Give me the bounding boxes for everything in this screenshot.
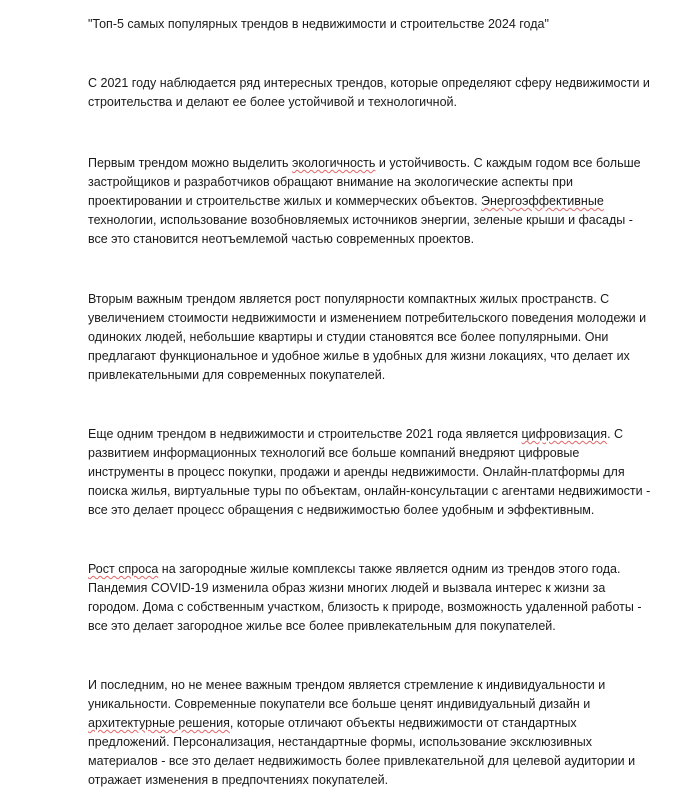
spellcheck-word: Энергоэффективные (481, 194, 604, 208)
paragraph-text: технологии, использование возобновляемых источников энергии, зеленые крыши и фасады - все это становится неотъемлемой частью современных проектов. (88, 213, 633, 246)
spellcheck-word: экологичность (291, 156, 376, 170)
spellcheck-word: Рост спроса (88, 562, 159, 576)
paragraph-trend-individuality (88, 676, 653, 790)
paragraph-intro: С 2021 году наблюдается ряд интересных трендов, которые определяют сферу недвижимости и строительства и делают ее более устойчивой и технологичной. (88, 76, 650, 109)
paragraph-text: Первым трендом можно выделить (88, 156, 292, 170)
spellcheck-word: архитектурные решения (88, 716, 230, 730)
paragraph-text: . С развитием информационных технологий все больше компаний внедряют цифровые инструменты в процесс покупки, продажи и аренды недвижимости. Онлайн-платформы для поиска жилья, виртуальные туры по объектам, онлайн-консультации с агентами недвижимости - все это делает процесс обращения с недвижимостью более удобным и эффективным. (88, 427, 651, 517)
paragraph-text: Еще одним трендом в недвижимости и строительстве 2021 года является (88, 427, 522, 441)
paragraph-trend-digitalization (88, 425, 653, 520)
paragraph-text: на загородные жилые комплексы также является одним из трендов этого года. Пандемия COVID-19 изменила образ жизни многих людей и вызвала интерес к жизни за городом. Дома с собственным участком, близость к природе, возможность удаленной работы - все это делает загородное жилье все более привлекательным для покупателей. (88, 562, 642, 633)
paragraph-text: , которые отличают объекты недвижимости от стандартных предложений. Персонализация, нестандартные формы, использование эксклюзивных материалов - все это делает недвижимость более привлекательной для целевой аудитории и отражает изменения в предпочтениях покупателей. (88, 716, 636, 787)
paragraph-trend-ecology (88, 154, 653, 249)
paragraph-text: и устойчивость. С каждым годом все больше застройщиков и разработчиков обращают внимание на экологические аспекты при проектировании и строительстве жилых и коммерческих объектов. (88, 156, 641, 208)
document-title: "Топ-5 самых популярных трендов в недвижимости и строительстве 2024 года" (88, 17, 549, 31)
paragraph-trend-compact-housing: Вторым важным трендом является рост популярности компактных жилых пространств. С увеличением стоимости недвижимости и изменением потребительского поведения молодежи и одиноких людей, небольшие квартиры и студии становятся все более популярными. Они предлагают функциональное и удобное жилье в удобных для жизни локациях, что делает их привлекательными для современных покупателей. (88, 292, 647, 382)
paragraph-text: И последним, но не менее важным трендом является стремление к индивидуальности и уникальности. Современные покупатели все больше ценят индивидуальный дизайн и (88, 678, 606, 711)
paragraph-trend-suburban (88, 560, 653, 636)
spellcheck-word: цифровизация (521, 427, 608, 441)
